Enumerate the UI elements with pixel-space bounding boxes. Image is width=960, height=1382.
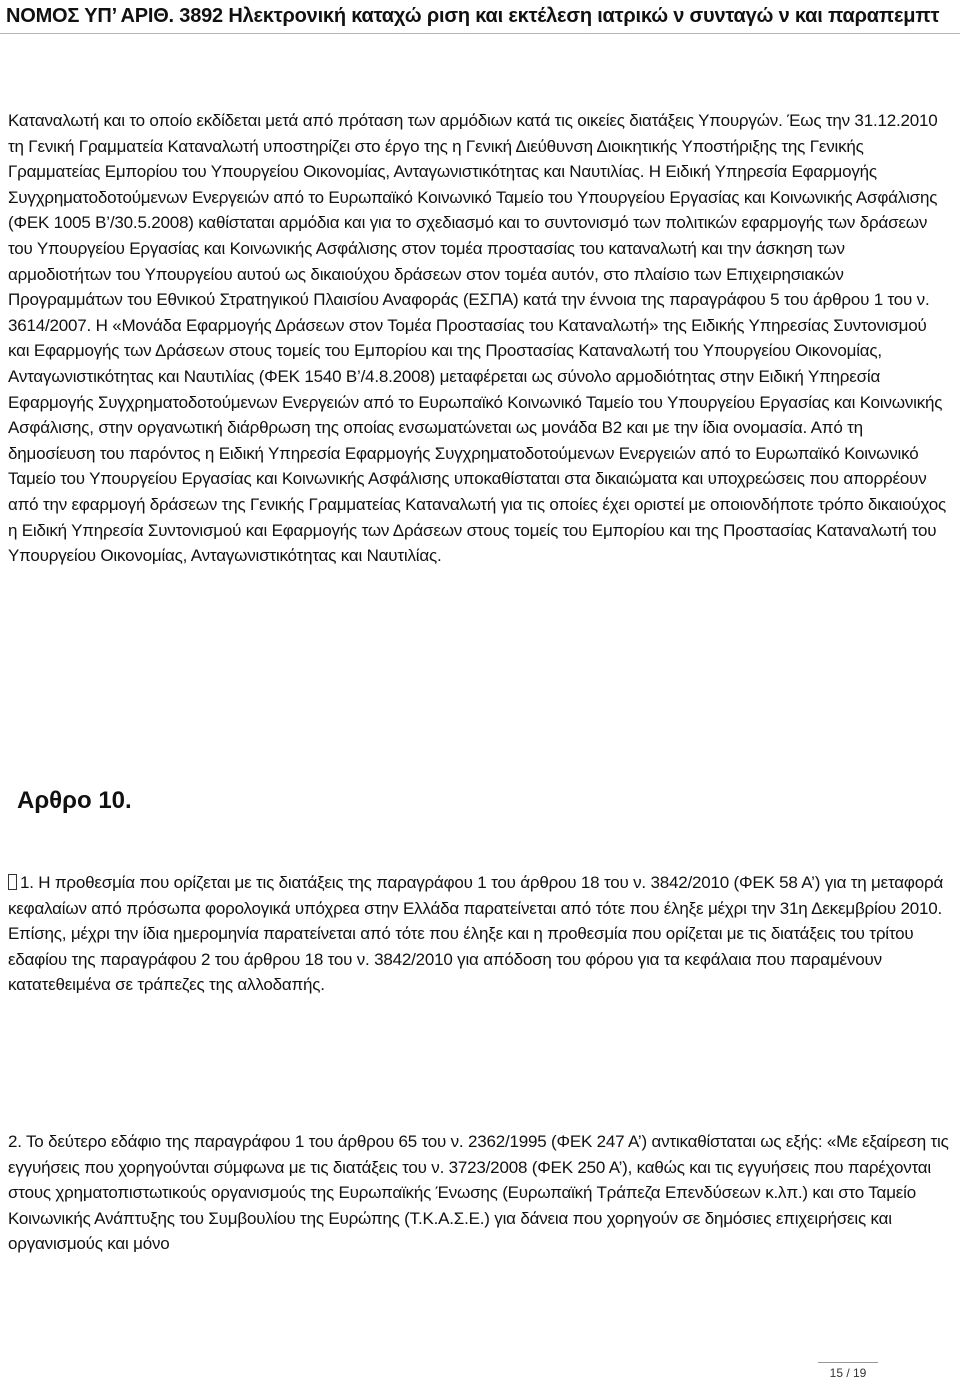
- article-heading: Αρθρο 10.: [17, 787, 132, 814]
- missing-glyph-box-icon: [8, 874, 17, 890]
- header-divider: [0, 33, 960, 34]
- body-paragraph-2-text: 1. Η προθεσμία που ορίζεται με τις διατάξεις της παραγράφου 1 του άρθρου 18 του ν. 3842/2010 (ΦΕΚ 58 Α’) για τη μεταφορά κεφαλαίων από πρόσωπα φορολογικά υπόχρεα στην Ελλάδα παρατείνεται από τότε που έληξε μέχρι την 31η Δεκεμβρίου 2010. Επίσης, μέχρι την ίδια ημερομηνία παρατείνεται από τότε που έληξε και η προθεσμία που ορίζεται με τις διατάξεις του τρίτου εδαφίου της παραγράφου 2 του άρθρου 18 του ν. 3842/2010 για απόδοση του φόρου για τα κεφάλαια που παραμένουν κατατεθειμένα σε τράπεζες της αλλοδαπής.: [8, 873, 944, 995]
- body-paragraph-3: 2. Το δεύτερο εδάφιο της παραγράφου 1 του άρθρου 65 του ν. 2362/1995 (ΦΕΚ 247 Α’) αντικαθίσταται ως εξής: «Με εξαίρεση τις εγγυήσεις που χορηγούνται σύμφωνα με τις διατάξεις του ν. 3723/2008 (ΦΕΚ 250 Α’), καθώς και τις εγγυήσεις που παρέχονται στους χρηματοπιστωτικούς οργανισμούς της Ευρωπαϊκής Ένωσης (Ευρωπαϊκή Τράπεζα Επενδύσεων κ.λπ.) και στο Ταμείο Κοινωνικής Ανάπτυξης του Συμβουλίου της Ευρώπης (Τ.Κ.Α.Σ.Ε.) για δάνεια που χορηγούν σε δημόσιες επιχειρήσεις και οργανισμούς και μόνο: [8, 1132, 949, 1254]
- body-paragraph-2: [8, 870, 952, 998]
- page-number: 15 / 19: [829, 1366, 867, 1380]
- header-title: ΝΟΜΟΣ ΥΠ’ ΑΡΙΘ. 3892 Ηλεκτρονική καταχώ ριση και εκτέλεση ιατρικώ ν συνταγώ ν και παραπεμπτ: [6, 5, 940, 27]
- body-paragraph-1: Καταναλωτή και το οποίο εκδίδεται μετά από πρόταση των αρμόδιων κατά τις οικείες διατάξεις Υπουργών. Έως την 31.12.2010 τη Γενική Γραμματεία Καταναλωτή υποστηρίζει στο έργο της η Γενική Διεύθυνση Διοικητικής Υποστήριξης της Γενικής Γραμματείας Εμπορίου του Υπουργείου Οικονομίας, Ανταγωνιστικότητας και Ναυτιλίας. Η Ειδική Υπηρεσία Εφαρμογής Συγχρηματοδοτούμενων Ενεργειών από το Ευρωπαϊκό Κοινωνικό Ταμείο του Υπουργείου Εργασίας και Κοινωνικής Ασφάλισης (ΦΕΚ 1005 Β’/30.5.2008) καθίσταται αρμόδια και για το σχεδιασμό και το συντονισμό των πολιτικών εφαρμογής των δράσεων του Υπουργείου Εργασίας και Κοινωνικής Ασφάλισης στον τομέα προστασίας του καταναλωτή και την άσκηση των αρμοδιοτήτων του Υπουργείου αυτού ως δικαιούχου δράσεων στον τομέα αυτόν, στο πλαίσιο των Επιχειρησιακών Προγραμμάτων του Εθνικού Στρατηγικού Πλαισίου Αναφοράς (ΕΣΠΑ) κατά την έννοια της παραγράφου 5 του άρθρου 1 του ν. 3614/2007. Η «Μονάδα Εφαρμογής Δράσεων στον Τομέα Προστασίας του Καταναλωτή» της Ειδικής Υπηρεσίας Συντονισμού και Εφαρμογής των Δράσεων στους τομείς του Εμπορίου και της Προστασίας Καταναλωτή του Υπουργείου Οικονομίας, Ανταγωνιστικότητας και Ναυτιλίας (ΦΕΚ 1540 Β’/4.8.2008) μεταφέρεται ως σύνολο αρμοδιότητας στην Ειδική Υπηρεσία Εφαρμογής Συγχρηματοδοτούμενων Ενεργειών από το Ευρωπαϊκό Κοινωνικό Ταμείο του Υπουργείου Εργασίας και Κοινωνικής Ασφάλισης, στην οργανωτική διάρθρωση της οποίας ενσωματώνεται ως μονάδα Β2 και με την ίδια ονομασία. Από τη δημοσίευση του παρόντος η Ειδική Υπηρεσία Εφαρμογής Συγχρηματοδοτούμενων Ενεργειών από το Ευρωπαϊκό Κοινωνικό Ταμείο του Υπουργείου Εργασίας και Κοινωνικής Ασφάλισης υποκαθίσταται στα δικαιώματα και υποχρεώσεις που απορρέουν από την εφαρμογή δράσεων της Γενικής Γραμματείας Καταναλωτή για τις οποίες έχει οριστεί με οποιονδήποτε τρόπο δικαιούχος η Ειδική Υπηρεσία Συντονισμού και Εφαρμογής των Δράσεων στους τομείς του Εμπορίου και της Προστασίας Καταναλωτή του Υπουργείου Οικονομίας, Ανταγωνιστικότητας και Ναυτιλίας.: [8, 111, 947, 566]
- footer-divider: [818, 1362, 878, 1363]
- running-header: [0, 0, 960, 34]
